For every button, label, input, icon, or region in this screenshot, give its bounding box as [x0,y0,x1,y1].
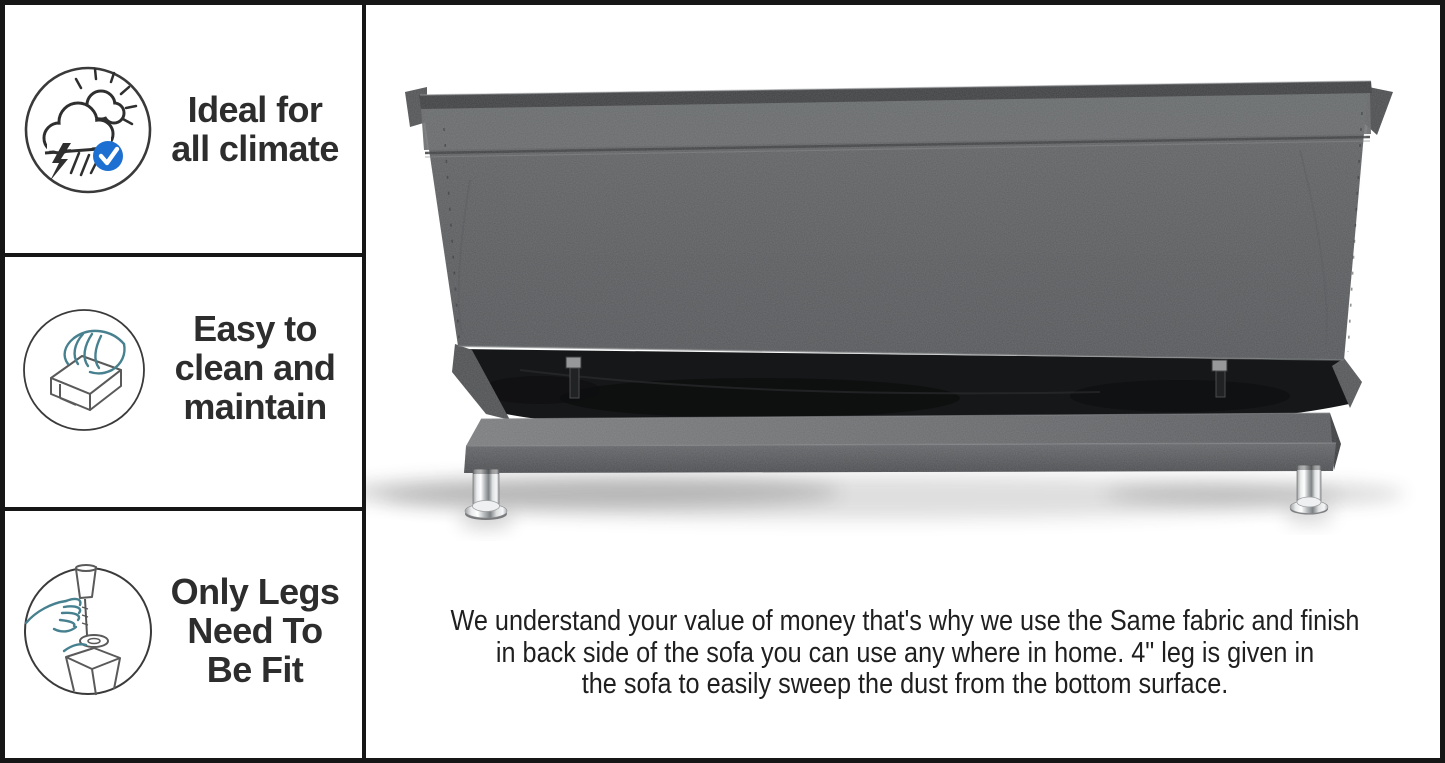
feature-box-legs [0,507,366,763]
feature-line: Ideal for [187,88,323,130]
feature-box-clean [0,253,366,511]
feature-line: Easy to [193,307,317,349]
caption-line-3: the sofa to easily sweep the dust from the bottom surface. [581,668,1229,700]
climate-weather-check-icon [19,61,157,199]
feature-line: clean and [174,346,336,388]
caption-line-1: We understand your value of money that's why we use the Same fabric and finish [450,605,1360,637]
check-badge-icon [93,141,123,171]
product-caption [440,606,1371,701]
feature-box-climate [0,0,366,257]
feature-line: Be Fit [206,648,304,690]
fabric-texture [390,60,1400,540]
feature-line: maintain [183,385,327,427]
feature-line: all climate [171,127,339,169]
sponge-hand-clean-icon [20,306,148,434]
feature-line: Only Legs [170,570,340,612]
feature-line: Need To [187,609,323,651]
feature-label-legs [152,506,358,754]
hand-fitting-leg-icon [20,563,156,699]
feature-label-clean [152,242,358,492]
feature-label-climate [152,4,358,253]
caption-line-2: in back side of the sofa you can use any where in home. 4" leg is given in [495,636,1315,669]
